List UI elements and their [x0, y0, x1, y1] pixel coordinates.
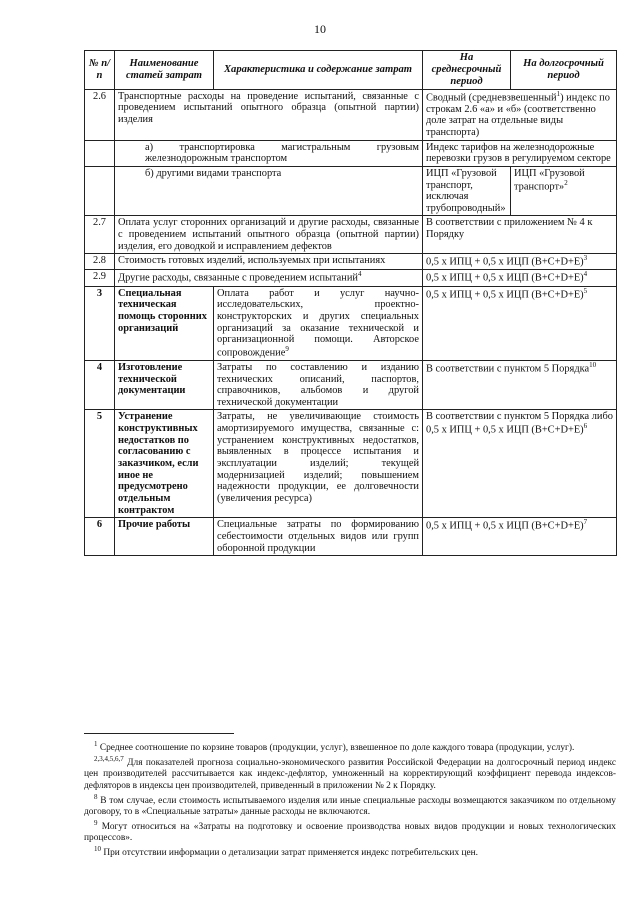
- table-row: [85, 410, 617, 518]
- row-text: Другие расходы, связанные с проведением испытаний$^4$: [115, 270, 423, 286]
- row-number: [85, 140, 115, 166]
- table-row: [85, 518, 617, 556]
- row-text: а) транспортировка магистральным грузовым железнодорожным транспортом: [115, 140, 423, 166]
- table-row: [85, 216, 617, 254]
- row-number: 2.8: [85, 254, 115, 270]
- footnote: $^8$ В том случае, если стоимость испытываемого изделия или иные специальные расходы возмещаются заказчиком по отдельному договору, то в «Специальные затраты» данные расходы не включаются.: [84, 792, 616, 817]
- row-number: 4: [85, 360, 115, 410]
- row-text: Оплата услуг сторонних организаций и другие расходы, связанные с проведением испытаний опытного образца (опытной партии) изделия, его доводкой и исправлением дефектов: [115, 216, 423, 254]
- row-index: 0,5 х ИПЦ + 0,5 х ИЦП $(В+С+D+E)^4$: [423, 270, 617, 286]
- row-index: В соответствии с пунктом 5 Порядка либо 0,5 х ИПЦ + 0,5 х ИЦП $(В+С+D+E)^6$: [423, 410, 617, 518]
- row-number: 5: [85, 410, 115, 518]
- table-header-row: [85, 51, 617, 90]
- header-long-term: На долгосрочный период: [511, 51, 617, 90]
- footnote: $^{10}$ При отсутствии информации о детализации затрат применяется индекс потребительских цен.: [94, 845, 479, 859]
- footnote-divider: [84, 733, 234, 734]
- row-desc: Специальные затраты по формированию себестоимости отдельных видов или групп оборонной продукции: [214, 518, 423, 556]
- row-name: Специальная техническая помощь сторонних организаций: [115, 286, 214, 360]
- page-number: 10: [314, 22, 326, 36]
- row-number: [85, 166, 115, 216]
- header-mid-term: На среднесрочный период: [423, 51, 511, 90]
- row-number: 2.9: [85, 270, 115, 286]
- table-row: [85, 166, 617, 216]
- row-desc: Затраты, не увеличивающие стоимость амортизируемого имущества, связанные с: устранением конструктивных недостатков, выявленных в процессе испытания и эксплуатации изделий; текущей модернизацией изделий; повышением надежности продукции, ее долговечности (увеличения ресурса): [214, 410, 423, 518]
- row-index: Сводный (средневзвешенный$^1$) индекс по строкам 2.6 «а» и «б» (соответственно доле затрат на отдельные виды транспорта): [423, 89, 617, 140]
- row-text: б) другими видами транспорта: [115, 166, 423, 216]
- table-row: [85, 89, 617, 140]
- row-index: В соответствии с пунктом 5 Порядка$^{10}$: [423, 360, 617, 410]
- table-row: [85, 286, 617, 360]
- row-index-long: ИЦП «Грузовой транспорт»$^2$: [511, 166, 617, 216]
- footnote: $^1$ Среднее соотношение по корзине товаров (продукции, услуг), взвешенное по доле каждого товара (продукции, услуг).: [94, 740, 575, 754]
- table-row: [85, 270, 617, 286]
- row-index: 0,5 х ИПЦ + 0,5 х ИЦП $(В+С+D+E)^5$: [423, 286, 617, 360]
- footnote: $^{2,3,4,5,6,7}$ Для показателей прогноза социально-экономического развития Российской Федерации на долгосрочный период индекс цен производителей рассчитывается как индекс-дефлятор, умноженный на корректирующий коэффициент перевода индексов-дефляторов в индексы цен производителей, приведенный в приложении № 2 к Порядку.: [84, 755, 616, 791]
- footnote: $^9$ Могут относиться на «Затраты на подготовку и освоение производства новых видов продукции и новых технологических процессов».: [84, 818, 616, 844]
- table-row: [85, 254, 617, 270]
- row-number: 3: [85, 286, 115, 360]
- row-name: Устранение конструктивных недостатков по согласованию с заказчиком, если иное не предусмотрено отдельным контрактом: [115, 410, 214, 518]
- row-desc: Оплата работ и услуг научно-исследовательских, проектно-конструкторских и других специальных организаций за оказание технической и организационной помощи. Авторское сопровождение$^9$: [214, 286, 423, 360]
- cost-items-table: [84, 50, 617, 556]
- row-index: 0,5 х ИПЦ + 0,5 х ИЦП $(В+С+D+E)^7$: [423, 518, 617, 556]
- header-name: Наименование статей затрат: [115, 51, 214, 90]
- row-index-mid: ИЦП «Грузовой транспорт, исключая трубопроводный»: [423, 166, 511, 216]
- row-name: Изготовление технической документации: [115, 360, 214, 410]
- table-row: [85, 360, 617, 410]
- header-num: № п/п: [85, 51, 115, 90]
- footnotes: [84, 733, 616, 860]
- row-name: Прочие работы: [115, 518, 214, 556]
- row-text: Стоимость готовых изделий, используемых при испытаниях: [115, 254, 423, 270]
- row-index: 0,5 х ИПЦ + 0,5 х ИЦП $(В+С+D+E)^3$: [423, 254, 617, 270]
- row-index: В соответствии с приложением № 4 к Порядку: [423, 216, 617, 254]
- row-number: 6: [85, 518, 115, 556]
- table-row: [85, 140, 617, 166]
- row-desc: Затраты по составлению и изданию технических описаний, паспортов, справочников, альбомов и другой технической документации: [214, 360, 423, 410]
- row-index: Индекс тарифов на железнодорожные перевозки грузов в регулируемом секторе: [423, 140, 617, 166]
- row-text: Транспортные расходы на проведение испытаний, связанные с проведением испытаний опытного образца (опытной партии) изделия: [115, 89, 423, 140]
- header-desc: Характеристика и содержание затрат: [214, 51, 423, 90]
- row-number: 2.6: [85, 89, 115, 140]
- row-number: 2.7: [85, 216, 115, 254]
